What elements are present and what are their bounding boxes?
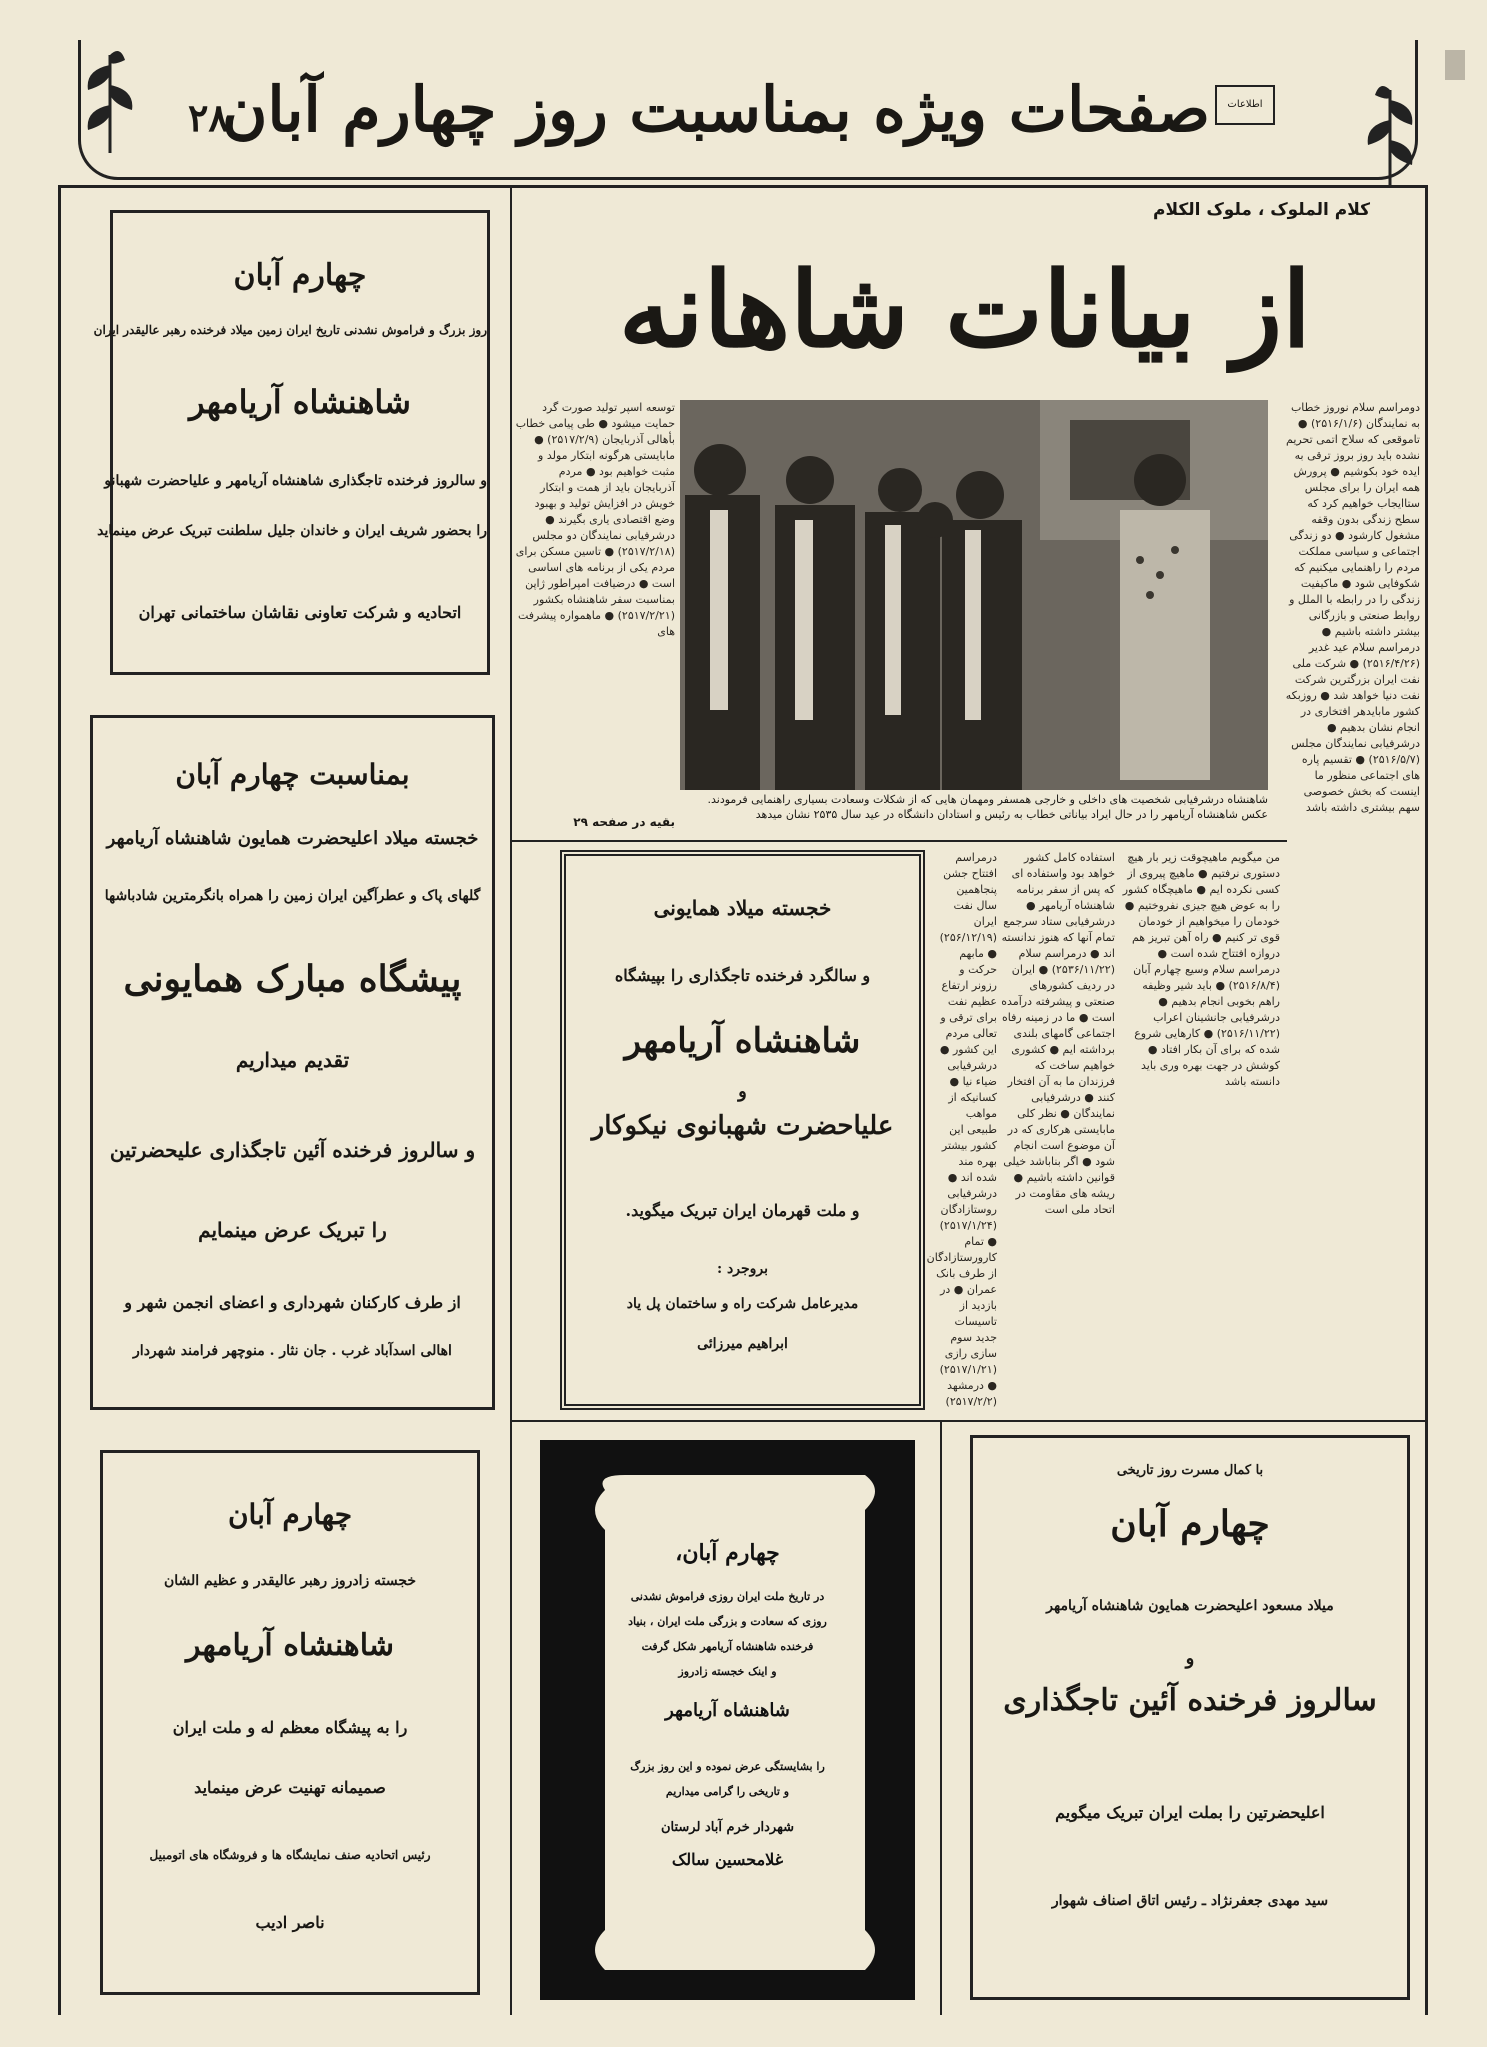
ad5-signature: غلامحسین سالک: [671, 1850, 784, 1869]
ad1-signature: اتحادیه و شرکت تعاونی نقاشان ساختمانی تهران: [138, 603, 462, 622]
ad5-line-3: روزی که سعادت و بزرگی ملت ایران ، بنیاد: [628, 1615, 827, 1628]
page-number: ۲۸: [188, 95, 229, 140]
ad2-line-3: گلهای پاک و عطرآگین ایران زمین را همراه بانگرمترین شادباشها: [104, 888, 481, 904]
ad3-city: بروجرد :: [716, 1261, 769, 1277]
newspaper-logo: اطلاعات: [1215, 85, 1275, 125]
ad4-signature: ناصر ادیب: [255, 1913, 325, 1932]
ad3-line-2: و سالگرد فرخنده تاجگذاری را بپیشگاه: [614, 966, 871, 985]
bottom-column-rule: [940, 1420, 942, 2015]
ad3-line-6: و ملت قهرمان ایران تبریک میگوید.: [625, 1201, 860, 1220]
ad5-line-4: فرخنده شاهنشاه آریامهر شکل گرفت: [641, 1640, 814, 1653]
ad6-line-5: سالروز فرخنده آئین تاجگذاری: [1003, 1683, 1377, 1718]
masthead-title: صفحات ویژه بمناسبت روز چهارم آبان: [221, 73, 1210, 146]
ad1-heading: چهارم آبان: [233, 258, 367, 293]
ad6-and: و: [1185, 1648, 1195, 1669]
ad5-line-5: و اینک خجسته زادروز: [678, 1665, 777, 1678]
photo-bottom-rule: [512, 840, 1287, 842]
ad1-line-5: را بحضور شریف ایران و خاندان جلیل سلطنت تبریک عرض مینماید: [97, 523, 487, 539]
ad-asadabad-municipality: [90, 715, 495, 1410]
ad4-line-6: رئیس اتحادیه صنف نمایشگاه ها و فروشگاه های اتومبیل: [149, 1848, 431, 1862]
ad5-line-2: در تاریخ ملت ایران روزی فراموش نشدنی: [630, 1590, 825, 1603]
left-rule: [58, 185, 61, 2015]
ad3-shahbanu: علیاحضرت شهبانوی نیکوکار: [591, 1111, 894, 1141]
ad2-line-5: تقدیم میداریم: [235, 1048, 350, 1072]
photo-caption: شاهنشاه درشرفیابی شخصیت های داخلی و خارجی همسفر ومهمان هایی که از شکلات وسعادت بسیاری راهنمایی فرمودند. عکس شاهنشاه آریامهر را در حال ایراد بیاناتی خطاب به رئیس و استادان دانشگاه در عید سال ۲۵۳۵ نشان میدهد: [707, 793, 1268, 821]
ad6-intro: با کمال مسرت روز تاریخی: [1116, 1463, 1264, 1478]
news-photo: [680, 400, 1268, 790]
ad3-heading: خجسته میلاد همایونی: [653, 896, 832, 920]
ad5-line-9: شهردار خرم آباد لرستان: [660, 1820, 794, 1835]
hero-title: از بیانات شاهانه: [618, 248, 1312, 371]
ad4-line-2: خجسته زادروز رهبر عالیقدر و عظیم الشان: [163, 1573, 417, 1589]
ad2-signature: اهالی اسدآباد غرب . جان نثار . منوچهر فرامند شهردار: [133, 1343, 452, 1359]
ad3-signature: ابراهیم میرزائی: [697, 1336, 788, 1352]
ad5-heading: چهارم آبان،: [675, 1540, 780, 1566]
ad6-line-6: اعلیحضرتین را بملت ایران تبریک میگویم: [1055, 1803, 1325, 1822]
ad6-heading: چهارم آبان: [1110, 1503, 1270, 1545]
ad2-line-8: از طرف کارکنان شهرداری و اعضای انجمن شهر و: [124, 1293, 461, 1312]
text-column-mid-2: درمراسم افتتاح جشن پنجاهمین سال نفت ایران (۲۵۶/۱۲/۱۹) ● مابهم حرکت و رزونر ارتفاع عظیم نفت برای ترقی و تعالی مردم این کشور ● درشرفیابی ضیاء نیا ● کسانیکه از مواهب طبیعی این کشور بیشتر بهره مند شده اند ● درشرفیابی روستازادگان (۲۵۱۷/۱/۲۴) ● تمام کارورستازادگان از طرف بانک عمران ● در بازدید از تاسیسات جدید سوم سازی رازی (۲۵۱۷/۱/۲۱) ● درمشهد (۲۵۱۷/۲/۲): [926, 851, 997, 1408]
ad-painters-union: [93, 210, 490, 675]
ad1-line-4: و سالروز فرخنده تاجگذاری شاهنشاه آریامهر و علیاحضرت شهبانو: [104, 473, 487, 489]
ad2-heading: بمناسبت چهارم آبان: [175, 758, 410, 791]
ad4-line-4: را به پیشگاه معظم له و ملت ایران: [172, 1718, 408, 1737]
scan-mark: [1445, 50, 1465, 80]
text-column-left-photo: توسعه اسپر تولید صورت گرد حمایت میشود ● طی پیامی خطاب بأهالی آذربایجان (۲۵۱۷/۲/۹) ● مابایستی هرگونه ابتکار مولد و مثبت خواهیم بود ● مردم آذربایجان باید از همت و ابتکار خویش در افزایش تولید و بهبود وضع اقتصادی یاری بگیرند ● درشرفیابی نمایندگان دو مجلس (۲۵۱۷/۲/۱۸) ● تاسین مسکن برای مردم یکی از برنامه های اساسی است ● درضیافت امپراطور ژاپن بمناسبت سفر شاهنشاه بکشور (۲۵۱۷/۲/۲۱) ● ماهمواره پیشرفت های: [515, 401, 675, 638]
ad-auto-dealers-union: [100, 1450, 480, 1995]
ad2-pishgah: پیشگاه مبارک همایونی: [123, 958, 462, 1000]
ad2-line-2: خجسته میلاد اعلیحضرت همایون شاهنشاه آریامهر: [106, 828, 479, 849]
ad-boroujerd-construction: [560, 850, 925, 1410]
ad4-shahanshah: شاهنشاه آریامهر: [186, 1628, 394, 1663]
ad3-company: مدیرعامل شرکت راه و ساختمان پل یاد: [626, 1296, 859, 1312]
ad6-line-3: میلاد مسعود اعلیحضرت همایون شاهنشاه آریامهر: [1046, 1598, 1334, 1614]
ad-khorramabad-scroll: [540, 1440, 915, 2000]
ad3-shahanshah: شاهنشاه آریامهر: [624, 1021, 861, 1061]
leaf-ornament-right-icon: [1360, 80, 1420, 190]
ad4-line-5: صمیمانه تهنیت عرض مینماید: [194, 1778, 386, 1797]
ad3-and: و: [738, 1081, 747, 1102]
bottom-row-rule: [512, 1420, 1425, 1422]
ad5-line-7: را بشایستگی عرض نموده و این روز بزرگ: [630, 1760, 825, 1773]
hero-kicker: کلام الملوک ، ملوک الکلام: [1153, 200, 1370, 220]
ad1-line-2: روز بزرگ و فراموش نشدنی تاریخ ایران زمین میلاد فرخنده رهبر عالیقدر ایران: [93, 323, 487, 337]
ad2-line-7: را تبریک عرض مینمایم: [198, 1218, 387, 1242]
ad5-shahanshah: شاهنشاه آریامهر: [665, 1700, 790, 1721]
column-rule: [510, 185, 512, 2015]
ad6-signature: سید مهدی جعفرنژاد ـ رئیس اتاق اصناف شهوار: [1051, 1893, 1329, 1909]
photo-figures-icon: [680, 400, 1268, 790]
continued-note: بقیه در صفحه ۲۹: [573, 815, 675, 829]
leaf-ornament-left-icon: [80, 45, 140, 155]
ad4-heading: چهارم آبان: [227, 1498, 353, 1531]
text-column-mid-1: استفاده کامل کشور خواهد بود واستفاده ای که پس از سفر برنامه شاهنشاه آریامهر ● درشرفیابی ستاد سرجمع تمام آنها که هنوز ندانسته اند ● درمراسم سلام (۲۵۳۶/۱۱/۲۲) ● ایران در ردیف کشورهای صنعتی و پیشرفته درآمده است ● ما در زمینه رفاه اجتماعی گامهای بلندی برداشته ایم ● کشوری خواهیم ساخت که فرزندان ما به آن افتخار کنند ● درشرفیابی نمایندگان ● نظر کلی مابایستی هرکاری که در آن موضوع است انجام شود ● اگر بناباشد خیلی قوانین داشته باشیم ● ریشه های مقاومت در اتحاد ملی است: [1001, 851, 1115, 1216]
ad2-line-6: و سالروز فرخنده آئین تاجگذاری علیحضرتین: [109, 1138, 476, 1162]
ad5-line-8: و تاریخی را گرامی میداریم: [665, 1785, 790, 1798]
text-column-right-1: دومراسم سلام نوروز خطاب به نمایندگان (۲۵۱۶/۱/۶) ● تاموقعی که سلاح اتمی تحریم نشده باید روز بروز ترقی به ایده خود بکوشیم ● پرورش همه ایران را برای مجلس ستاایجاب خواهیم کرد که سطح زندگی بدون وقفه مشغول کارشود ● دو زندگی اجتماعی و سیاسی مملکت مردم را راهنمایی میکنیم که شکوفایی شود ● ماکیفیت زندگی را در رابطه با الملل و روابط صنعتی و بازرگانی بیشتر داشته باشیم ● درمراسم سلام عید غدیر (۲۵۱۶/۴/۲۶) ● شرکت ملی نفت ایران بزرگترین شرکت نفت دنیا خواهد شد ● روزبکه کشور مابایدهر افتخاری در انجام نشان بدهیم ● درشرفیابی نمایندگان مجلس (۲۵۱۶/۵/۷) ● تقسیم پاره های اجتماعی منظور ما اینست که بخش خصوصی سهم بیشتری داشته باشد: [1285, 401, 1420, 814]
ad-shahvar-guilds: [970, 1435, 1410, 2000]
text-column-right-2: من میگویم ماهیچوقت زیر بار هیچ دستوری نرفتیم ● ماهیچ پیروی از کسی نکرده ایم ● ماهیچگاه کشور را به عوض هیچ جیزی نفروختیم ● خودمان را میخواهیم از خودمان قوی تر کنیم ● راه آهن تبریز هم دروازه افتتاح شده است ● درمراسم سلام وسیع چهارم آبان (۲۵۱۶/۸/۴) ● باید شیر وظیفه راهم بخوبی انجام بدهیم ● درشرفیابی جانشینان اعراب (۲۵۱۶/۱۱/۲۲) ● کارهایی شروع شده که برای آن بکار افتاد ● کوشش در جهت بهره وری باید دانسته باشد: [1122, 851, 1280, 1088]
top-rule: [58, 185, 1428, 188]
ad1-shahanshah: شاهنشاه آریامهر: [189, 383, 411, 421]
right-rule: [1425, 185, 1428, 2015]
